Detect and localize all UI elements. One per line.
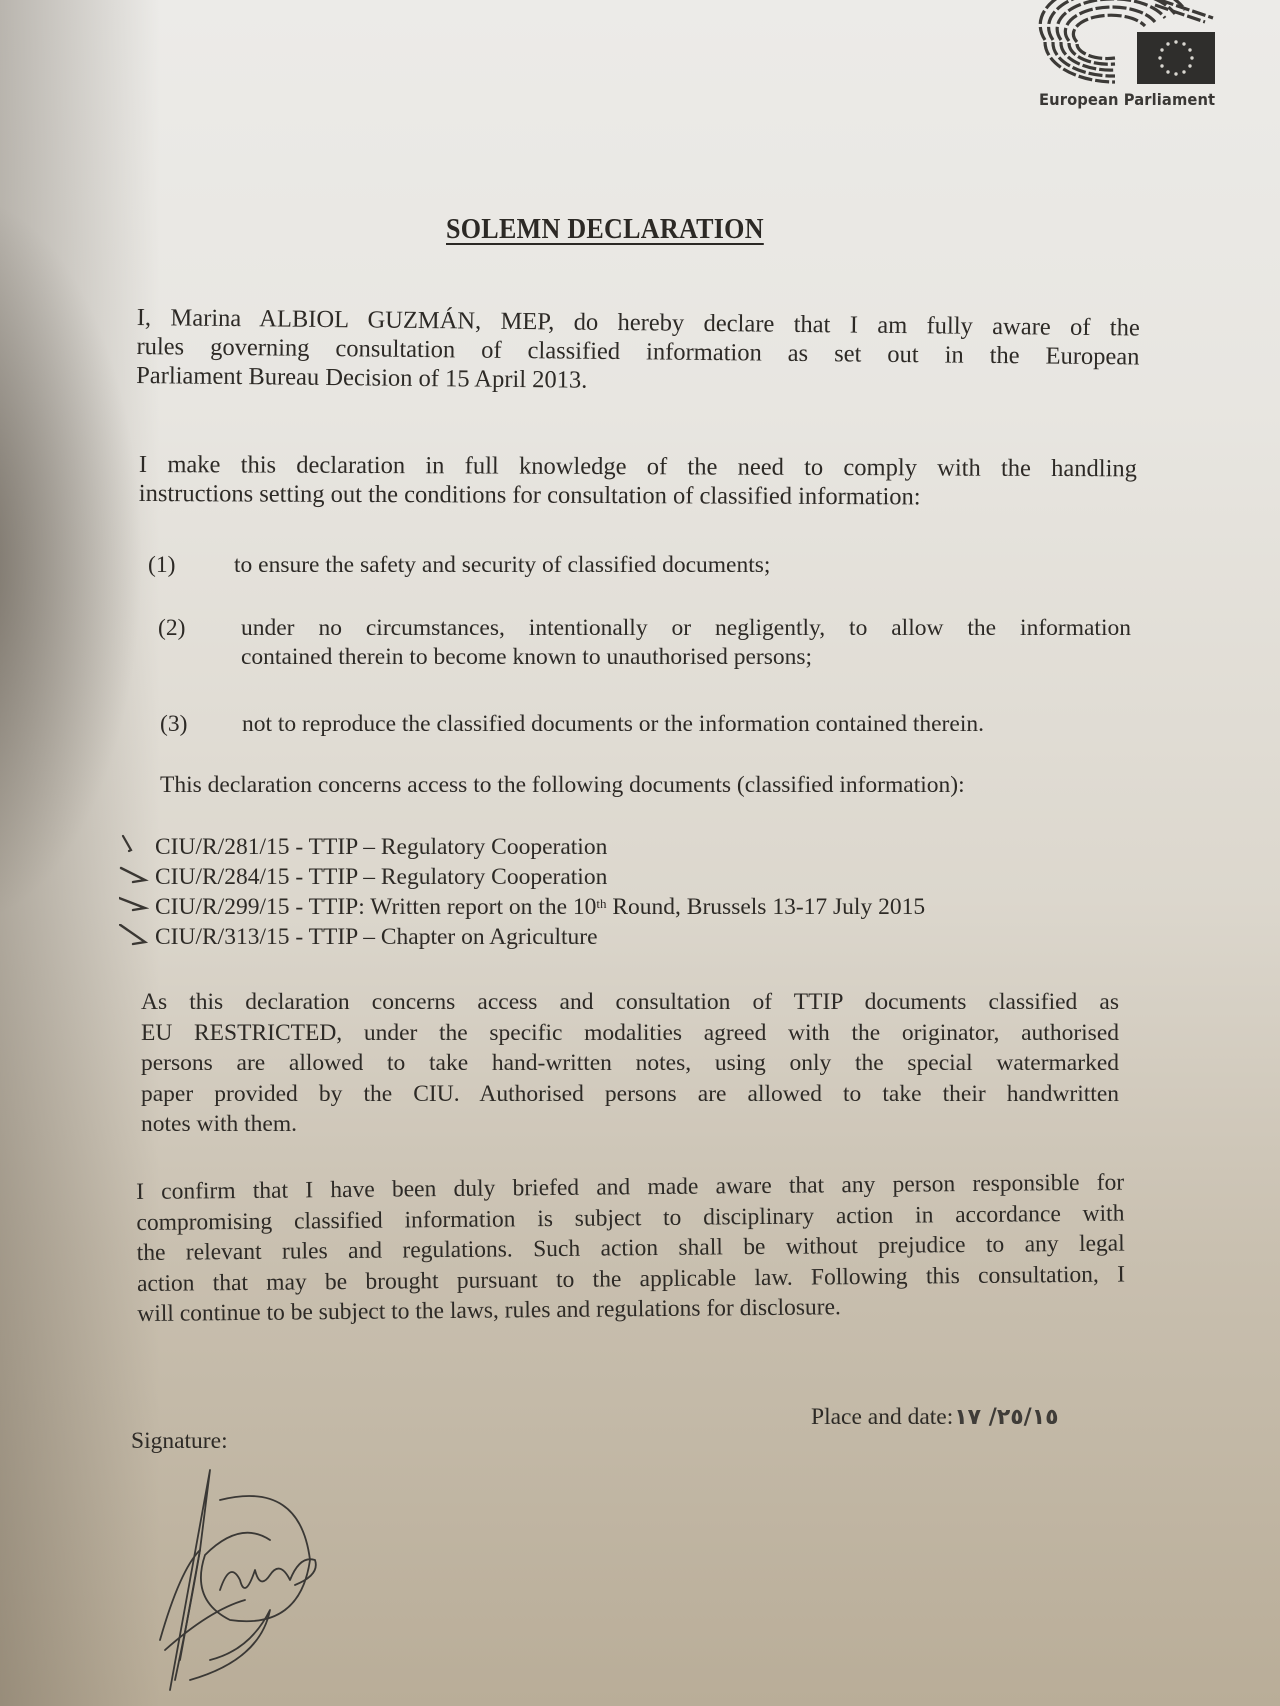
condition-text: to ensure the safety and security of classified documents; [234,552,771,578]
document-title: - TTIP – Chapter on Agriculture [289,924,598,950]
text-line: notes with them. [141,1111,297,1137]
condition-number: (1) [148,552,176,578]
handling-instructions-paragraph [139,450,1137,512]
document-ref: CIU/R/281/15 [155,834,290,860]
document-title: SOLEMN DECLARATION [446,214,764,245]
confirmation-paragraph [136,1168,1125,1330]
handwritten-date: ٢٥/١٥/ ١٧ [954,1405,1059,1430]
text-line: Parliament Bureau Decision of 15 April 2013. [136,361,588,394]
condition-text [241,614,1131,672]
condition-text: not to reproduce the classified documents or the information contained therein. [242,711,984,737]
logo-text: European Parliament [1039,90,1216,109]
handwritten-tick-icon [119,864,149,888]
document-ref: CIU/R/313/15 [155,924,290,950]
text-line: the relevant rules and regulations. Such action shall be without prejudice to any legal [136,1230,1125,1266]
text-line: contained therein to become known to unauthorised persons; [241,644,813,670]
text-line: under no circumstances, intentionally or negligently, to allow the information [241,615,1131,641]
place-date-label: Place and date: [811,1404,954,1430]
handwritten-signature-icon [150,1460,350,1700]
document-title: - TTIP – Regulatory Cooperation [289,834,608,860]
text-line: I make this declaration in full knowledge of the need to comply with the handling [138,451,1137,483]
document-title: - TTIP – Regulatory Cooperation [289,864,608,890]
condition-number: (2) [158,615,186,641]
declaration-paragraph [136,303,1140,400]
handwritten-tick-icon [119,834,149,858]
text-line: compromising classified information is subject to disciplinary action in accordance with [136,1200,1125,1236]
text-line: I, Marina ALBIOL GUZMÁN, MEP, do hereby declare that I am fully aware of the [136,303,1140,342]
handwritten-tick-icon [119,924,149,948]
text-line: persons are allowed to take hand-written notes, using only the special watermarked [141,1050,1119,1076]
restricted-notes-paragraph [141,987,1119,1140]
condition-number: (3) [160,711,188,737]
text-line: As this declaration concerns access and consultation of TTIP documents classified as [141,989,1119,1015]
text-line: paper provided by the CIU. Authorised persons are allowed to take their handwritten [141,1080,1119,1107]
document-title: - TTIP: Written report on the 10th Round, Brussels 13-17 July 2015 [289,894,926,920]
text-line: instructions setting out the conditions for consultation of classified information: [138,479,921,511]
handwritten-tick-icon [119,894,149,918]
document-ref: CIU/R/284/15 [155,864,290,890]
text-line: rules governing consultation of classified information as set out in the European [136,332,1140,371]
document-ref: CIU/R/299/15 [155,894,290,920]
text-line: will continue to be subject to the laws, rules and regulations for disclosure. [137,1294,841,1327]
signature-label: Signature: [131,1428,228,1454]
text-line: EU RESTRICTED, under the specific modalities agreed with the originator, authorised [141,1019,1119,1046]
text-line: I confirm that I have been duly briefed and made aware that any person responsible for [136,1169,1125,1205]
documents-intro: This declaration concerns access to the following documents (classified information): [160,772,965,798]
text-line: action that may be brought pursuant to the applicable law. Following this consultation, I [136,1261,1126,1297]
place-and-date [811,1404,1059,1431]
